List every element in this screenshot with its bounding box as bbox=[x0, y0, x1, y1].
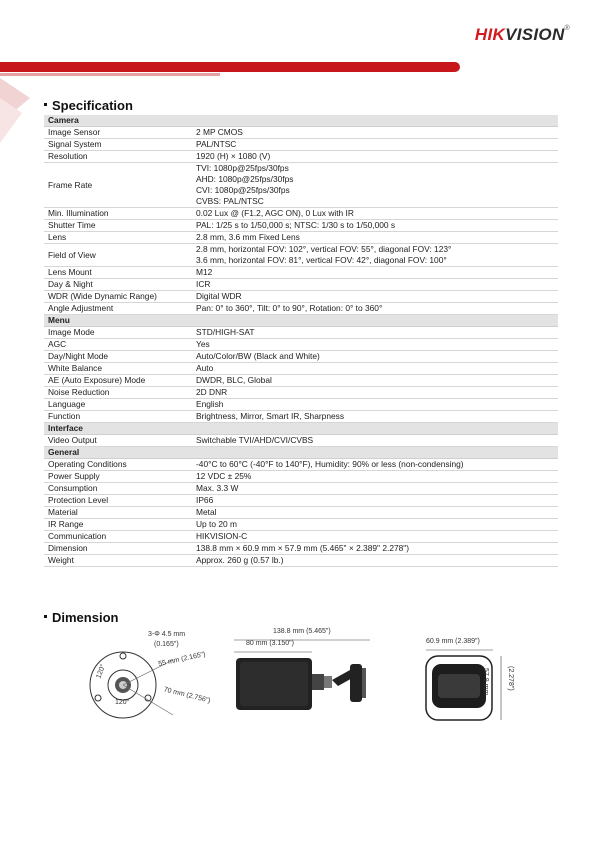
logo-dark-part: VISION bbox=[505, 25, 565, 44]
mount-base-drawing bbox=[68, 640, 178, 730]
dimension-heading-text: Dimension bbox=[52, 610, 119, 625]
table-row: Day & Night ICR bbox=[44, 279, 558, 291]
height-inch-label: (2.278") bbox=[507, 666, 514, 691]
table-row: Video Output Switchable TVI/AHD/CVI/CVBS bbox=[44, 435, 558, 447]
dimension-55-label: 55 mm (2.165") bbox=[157, 651, 207, 668]
specification-table bbox=[44, 115, 558, 567]
specification-heading-text: Specification bbox=[52, 98, 133, 113]
category-row-camera: Camera bbox=[44, 115, 558, 127]
table-row: Signal System PAL/NTSC bbox=[44, 139, 558, 151]
table-row: Angle Adjustment Pan: 0° to 360°, Tilt: 0° to 90°, Rotation: 0° to 360° bbox=[44, 303, 558, 315]
table-row: WDR (Wide Dynamic Range) Digital WDR bbox=[44, 291, 558, 303]
side-view-drawing bbox=[228, 636, 378, 726]
dimension-70-label: 70 mm (2.756") bbox=[162, 686, 212, 705]
table-row: Resolution 1920 (H) × 1080 (V) bbox=[44, 151, 558, 163]
logo-registered-mark: ® bbox=[564, 25, 570, 32]
angle-label-1: 120° bbox=[95, 663, 108, 680]
frame-rate-values: TVI: 1080p@25fps/30fps AHD: 1080p@25fps/30fps CVI: 1080p@25fps/30fps CVBS: PAL/NTSC bbox=[192, 163, 558, 208]
specification-heading bbox=[44, 98, 133, 113]
dimension-drawings bbox=[68, 628, 548, 728]
height-label: 57.9 mm bbox=[482, 668, 489, 696]
table-row: Frame Rate TVI: 1080p@25fps/30fps AHD: 1080p@25fps/30fps CVI: 1080p@25fps/30fps CVBS: PAL/NTSC bbox=[44, 163, 558, 208]
table-row: Function Brightness, Mirror, Smart IR, Sharpness bbox=[44, 411, 558, 423]
table-row: Field of View 2.8 mm, horizontal FOV: 102°, vertical FOV: 55°, diagonal FOV: 123° 3.6 mm, horizontal FOV: 81°, vertical FOV: 42°, diagonal FOV: 100° bbox=[44, 244, 558, 267]
body-length-label: 80 mm (3.150") bbox=[246, 640, 295, 647]
table-row: Min. Illumination 0.02 Lux @ (F1.2, AGC ON), 0 Lux with IR bbox=[44, 208, 558, 220]
table-row: AE (Auto Exposure) Mode DWDR, BLC, Global bbox=[44, 375, 558, 387]
table-row: Day/Night Mode Auto/Color/BW (Black and White) bbox=[44, 351, 558, 363]
table-row: Material Metal bbox=[44, 507, 558, 519]
hikvision-logo bbox=[475, 25, 570, 45]
bullet-icon bbox=[44, 103, 47, 106]
table-row: Lens Mount M12 bbox=[44, 267, 558, 279]
front-view-drawing bbox=[423, 648, 533, 728]
table-row: Image Sensor 2 MP CMOS bbox=[44, 127, 558, 139]
decorative-shape bbox=[0, 68, 40, 158]
table-row: Noise Reduction 2D DNR bbox=[44, 387, 558, 399]
dimension-heading bbox=[44, 610, 118, 625]
category-row-general: General bbox=[44, 447, 558, 459]
category-row-menu: Menu bbox=[44, 315, 558, 327]
logo-red-part: HIK bbox=[474, 25, 506, 44]
table-row: AGC Yes bbox=[44, 339, 558, 351]
table-row: Power Supply 12 VDC ± 25% bbox=[44, 471, 558, 483]
table-row: Image Mode STD/HIGH-SAT bbox=[44, 327, 558, 339]
table-row: Dimension 138.8 mm × 60.9 mm × 57.9 mm (5.465" × 2.389" 2.278") bbox=[44, 543, 558, 555]
bullet-icon bbox=[44, 615, 47, 618]
table-row: Lens 2.8 mm, 3.6 mm Fixed Lens bbox=[44, 232, 558, 244]
table-row: Language English bbox=[44, 399, 558, 411]
table-row: Weight Approx. 260 g (0.57 lb.) bbox=[44, 555, 558, 567]
table-row: Protection Level IP66 bbox=[44, 495, 558, 507]
category-row-interface: Interface bbox=[44, 423, 558, 435]
hole-inch-label: (0.165") bbox=[154, 641, 179, 648]
width-label: 60.9 mm (2.389") bbox=[426, 638, 480, 645]
table-row: Shutter Time PAL: 1/25 s to 1/50,000 s; NTSC: 1/30 s to 1/50,000 s bbox=[44, 220, 558, 232]
field-of-view-values: 2.8 mm, horizontal FOV: 102°, vertical FOV: 55°, diagonal FOV: 123° 3.6 mm, horizontal FOV: 81°, vertical FOV: 42°, diagonal FOV: 100° bbox=[192, 244, 558, 267]
header-red-bar bbox=[0, 62, 460, 72]
table-row: Communication HIKVISION-C bbox=[44, 531, 558, 543]
angle-label-2: 120° bbox=[115, 699, 130, 706]
hole-label: 3-Φ 4.5 mm bbox=[148, 631, 186, 638]
table-row: Consumption Max. 3.3 W bbox=[44, 483, 558, 495]
table-row: White Balance Auto bbox=[44, 363, 558, 375]
table-row: Operating Conditions -40°C to 60°C (-40°F to 140°F), Humidity: 90% or less (non-condensing) bbox=[44, 459, 558, 471]
table-row: IR Range Up to 20 m bbox=[44, 519, 558, 531]
total-length-label: 138.8 mm (5.465") bbox=[273, 628, 331, 635]
